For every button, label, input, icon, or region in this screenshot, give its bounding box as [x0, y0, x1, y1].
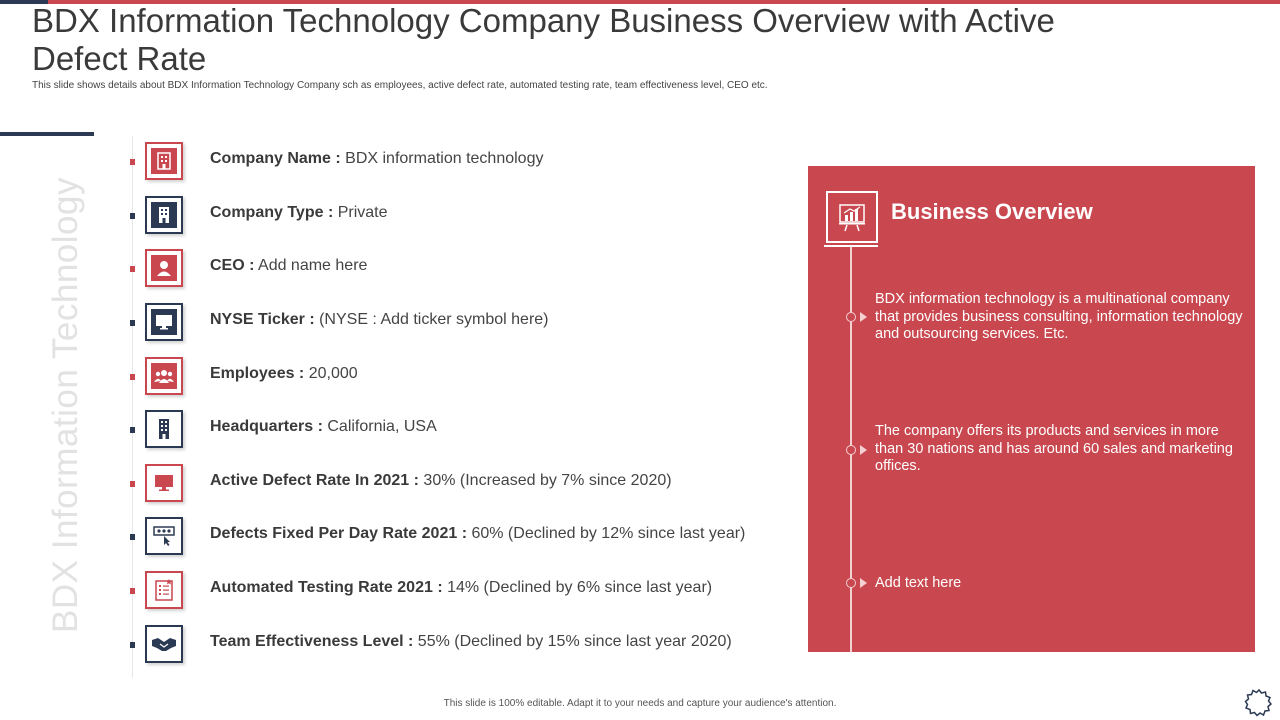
overview-text-3: Add text here: [875, 575, 962, 591]
screen-icon: [145, 464, 183, 502]
detail-row-company-name: [0, 142, 790, 182]
detail-text: Employees : 20,000: [210, 365, 358, 382]
bullet-marker: [130, 534, 135, 540]
detail-row-company-type: [0, 196, 790, 236]
overview-text-1: BDX information technology is a multinational company that provides business consulting, information technology and outsourcing services. Etc.: [875, 291, 1243, 342]
detail-text: Defects Fixed Per Day Rate 2021 : 60% (Declined by 12% since last year): [210, 525, 746, 542]
detail-row-headquarters: [0, 410, 790, 450]
detail-row-team-effectiveness: [0, 625, 790, 665]
timeline-arrow: [860, 445, 867, 455]
slide-title: BDX Information Technology Company Business Overview with Active Defect Rate: [32, 2, 1055, 77]
bullet-marker: [130, 481, 135, 487]
timeline-dot: [846, 578, 856, 588]
bullet-marker: [130, 266, 135, 272]
panel-title: Business Overview: [891, 199, 1093, 224]
slide-footer: This slide is 100% editable. Adapt it to your needs and capture your audience's attention.: [443, 698, 837, 709]
detail-text: Company Name : BDX information technology: [210, 150, 544, 167]
detail-text: Automated Testing Rate 2021 : 14% (Declined by 6% since last year): [210, 579, 713, 596]
timeline-dot: [846, 445, 856, 455]
timeline-dot: [846, 312, 856, 322]
detail-row-nyse-ticker: [0, 303, 790, 343]
bullet-marker: [130, 159, 135, 165]
bullet-marker: [130, 320, 135, 326]
detail-row-defects-fixed: [0, 517, 790, 557]
bullet-marker: [130, 213, 135, 219]
handshake-icon: [145, 625, 183, 663]
bullet-marker: [130, 642, 135, 648]
monitor-icon: [145, 303, 183, 341]
office-building-icon: [145, 196, 183, 234]
detail-row-employees: [0, 357, 790, 397]
slide-subtitle: This slide shows details about BDX Information Technology Company sch as employees, active defect rate, automated testing rate, team effectiveness level, CEO etc.: [32, 80, 768, 91]
timeline-arrow: [860, 578, 867, 588]
presentation-chart-icon: [826, 191, 878, 243]
vertical-label: BDX Information Technology: [46, 177, 85, 633]
checklist-icon: [145, 571, 183, 609]
detail-text: Active Defect Rate In 2021 : 30% (Increased by 7% since 2020): [210, 472, 672, 489]
bullet-marker: [130, 588, 135, 594]
group-icon: [145, 357, 183, 395]
left-accent-bar: [0, 132, 94, 136]
detail-text: CEO : Add name here: [210, 257, 368, 274]
detail-text: Headquarters : California, USA: [210, 418, 437, 435]
detail-row-ceo: [0, 249, 790, 289]
detail-text: NYSE Ticker : (NYSE : Add ticker symbol here): [210, 311, 549, 328]
timeline-arrow: [860, 312, 867, 322]
user-icon: [145, 249, 183, 287]
detail-row-automated-testing: [0, 571, 790, 611]
bullet-marker: [130, 427, 135, 433]
detail-row-active-defect-rate: [0, 464, 790, 504]
bullet-marker: [130, 374, 135, 380]
detail-text: Company Type : Private: [210, 204, 388, 221]
overview-text-2: The company offers its products and services in more than 30 nations and has around 60 sales and marketing offices.: [875, 423, 1233, 474]
gear-icon: [1243, 687, 1275, 719]
skyscraper-icon: [145, 410, 183, 448]
detail-text: Team Effectiveness Level : 55% (Declined by 15% since last year 2020): [210, 633, 732, 650]
building-icon: [145, 142, 183, 180]
rating-click-icon: [145, 517, 183, 555]
